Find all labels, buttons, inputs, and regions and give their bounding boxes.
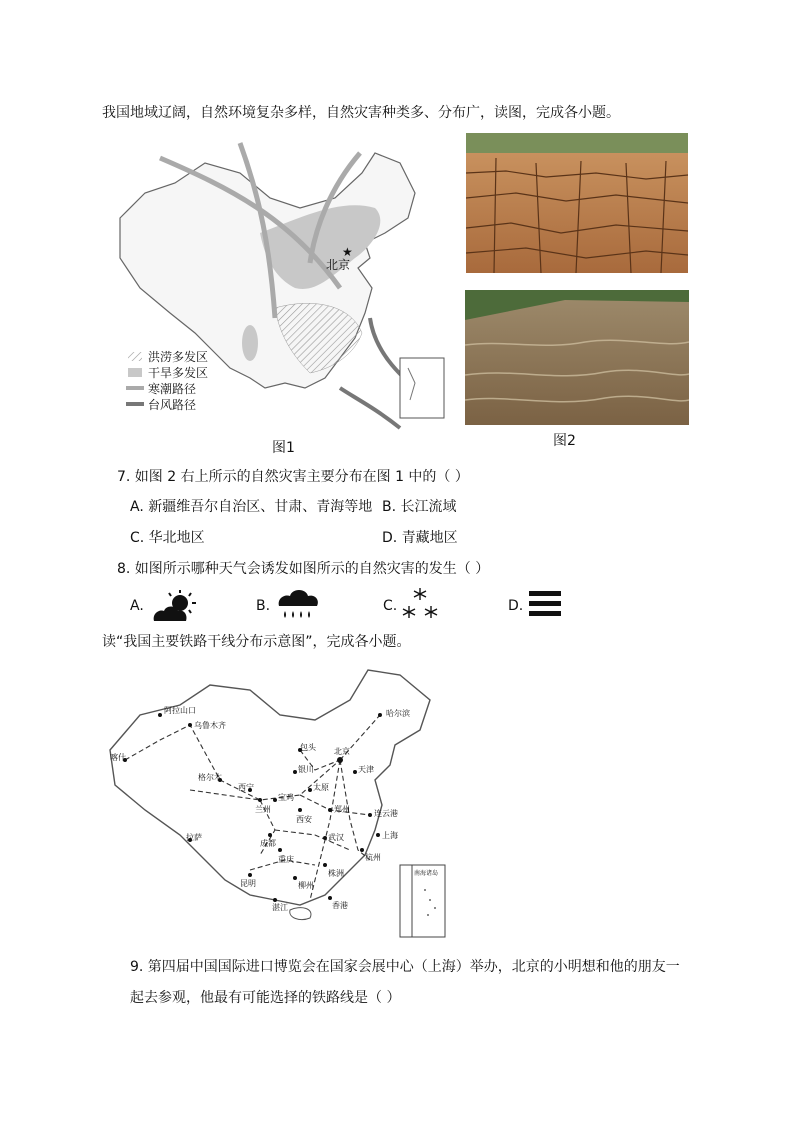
- city-label: 柳州: [298, 881, 314, 890]
- city-label: 杭州: [365, 853, 381, 862]
- city-label: 天津: [358, 765, 374, 774]
- flood-photo: [465, 290, 689, 425]
- svg-text:★: ★: [342, 245, 353, 259]
- city-label: 哈尔滨: [386, 709, 410, 718]
- city-label: 西宁: [238, 783, 254, 792]
- city-label: 上海: [382, 831, 398, 840]
- railway-map: [100, 660, 450, 945]
- beijing-label: 北京: [326, 258, 351, 272]
- fog-icon: [527, 589, 563, 619]
- q7-stem: 7. 如图 2 右上所示的自然灾害主要分布在图 1 中的（ ）: [117, 469, 469, 485]
- inset-label: 南海诸岛: [414, 870, 439, 877]
- legend-cold-wave: 寒潮路径: [148, 382, 197, 396]
- legend-drought: 干旱多发区: [148, 366, 209, 380]
- q8-option-a[interactable]: A.: [130, 598, 144, 614]
- sunny-partly-cloudy-icon: [150, 589, 202, 623]
- q9-stem-line1: 9. 第四届中国国际进口博览会在国家会展中心（上海）举办，北京的小明想和他的朋友一: [130, 959, 680, 975]
- city-label: 株洲: [328, 869, 344, 878]
- q7-option-d[interactable]: D. 青藏地区: [382, 530, 458, 546]
- city-label: 银川: [298, 765, 314, 774]
- city-label: 成都: [260, 839, 276, 848]
- q8-option-b[interactable]: B.: [256, 598, 271, 614]
- city-label: 喀什: [110, 753, 126, 762]
- city-label: 郑州: [334, 805, 350, 814]
- snow-icon: [400, 586, 440, 622]
- drought-photo: [466, 133, 688, 273]
- q8-stem: 8. 如图所示哪种天气会诱发如图所示的自然灾害的发生（ ）: [117, 561, 490, 577]
- city-label: 西安: [296, 815, 312, 824]
- city-label: 昆明: [240, 879, 256, 888]
- city-label: 湛江: [272, 903, 288, 912]
- city-label: 太原: [313, 783, 329, 792]
- city-label: 北京: [334, 747, 350, 756]
- rain-cloud-icon: [275, 586, 321, 622]
- q8-option-d[interactable]: D.: [508, 598, 524, 614]
- intro-text-2: 读“我国主要铁路干线分布示意图”，完成各小题。: [102, 634, 411, 650]
- q7-option-b[interactable]: B. 长江流域: [382, 499, 457, 515]
- q9-stem-line2: 起去参观，他最有可能选择的铁路线是（ ）: [130, 990, 401, 1006]
- q7-option-a[interactable]: A. 新疆维吾尔自治区、甘肃、青海等地: [130, 499, 373, 515]
- city-label: 包头: [300, 743, 316, 752]
- city-label: 连云港: [374, 809, 398, 818]
- legend-flood: 洪涝多发区: [148, 350, 209, 364]
- city-label: 香港: [332, 901, 348, 910]
- city-label: 拉萨: [186, 833, 202, 842]
- intro-text-1: 我国地域辽阔，自然环境复杂多样，自然灾害种类多、分布广，读图，完成各小题。: [102, 105, 620, 121]
- fig2-caption: 图2: [553, 433, 576, 449]
- disaster-map: [100, 138, 450, 433]
- city-label: 武汉: [328, 833, 344, 842]
- city-label: 重庆: [278, 855, 294, 864]
- legend-typhoon: 台风路径: [148, 398, 197, 412]
- city-label: 阿拉山口: [164, 706, 196, 715]
- city-label: 乌鲁木齐: [194, 721, 226, 730]
- q8-option-c[interactable]: C.: [383, 598, 398, 614]
- city-label: 兰州: [255, 805, 271, 814]
- city-label: 格尔木: [198, 773, 222, 782]
- fig1-caption: 图1: [272, 440, 295, 456]
- q7-option-c[interactable]: C. 华北地区: [130, 530, 205, 546]
- city-label: 宝鸡: [278, 793, 294, 802]
